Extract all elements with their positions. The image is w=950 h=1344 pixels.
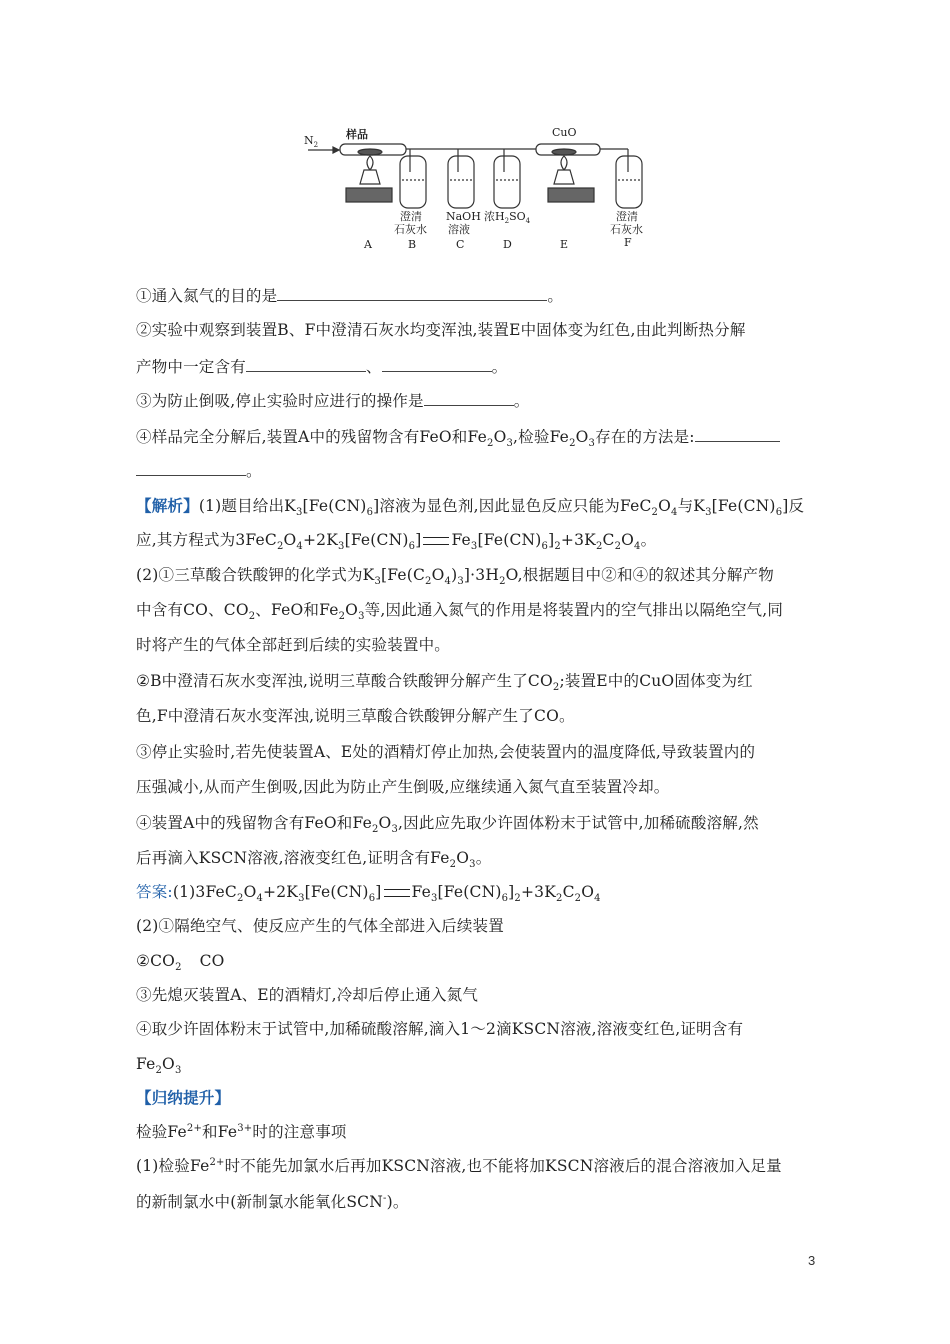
- letter-c: C: [456, 238, 465, 251]
- question-3: ③为防止倒吸,停止实验时应进行的操作是 。: [136, 392, 530, 410]
- analysis-line-4: 中含有CO、$CO_2$、FeO和$Fe_2O_3$等,因此通入氮气的作用是将装置内的空气排出以隔绝空气,同: [136, 601, 784, 623]
- analysis-line-11: 后再滴入KSCN溶液,溶液变红色,证明含有$Fe_2O_3$。: [136, 849, 492, 871]
- answer-tag: 答案:: [136, 883, 173, 901]
- bottle-f: [616, 149, 642, 208]
- summary-line-2: (1)检验$Fe^{2+}$时不能先加氯水后再加KSCN溶液,也不能将加KSCN溶液后的混合溶液加入足量: [136, 1156, 782, 1175]
- bottle-f-label-2: 石灰水: [610, 223, 643, 236]
- summary-line-1: 检验$Fe^{2+}$和$Fe^{3+}$时的注意事项: [136, 1122, 347, 1141]
- analysis-line-8: ③停止实验时,若先使装置A、E处的酒精灯停止加热,会使装置内的温度降低,导致装置内的: [136, 743, 756, 761]
- equals-sign: [423, 537, 449, 545]
- answer-line-3: $②CO_2$ CO: [136, 952, 225, 974]
- summary-tag: 【归纳提升】: [136, 1088, 231, 1107]
- bottle-c-label-2: 溶液: [448, 223, 470, 236]
- question-2-line-2: 产物中一定含有 、 。: [136, 358, 508, 376]
- answer-line-2: (2)①隔绝空气、使反应产生的气体全部进入后续装置: [136, 917, 504, 935]
- n2-label: $N_2$: [304, 134, 319, 149]
- question-2-line-1: ②实验中观察到装置B、F中澄清石灰水均变浑浊,装置E中固体变为红色,由此判断热分解: [136, 321, 746, 339]
- question-4-line-2: 。: [136, 461, 262, 481]
- answer-blank[interactable]: [695, 427, 780, 442]
- analysis-line-10: ④装置A中的残留物含有FeO和$Fe_2O_3$,因此应先取少许固体粉末于试管中,加稀硫酸溶解,然: [136, 814, 759, 836]
- answer-line-6: $Fe_2O_3$: [136, 1055, 182, 1077]
- analysis-line-3: (2)①三草酸合铁酸钾的化学式为$K_3[Fe(C_2O_4)_3]\cdot 3H_2O$,根据题目中②和④的叙述其分解产物: [136, 566, 774, 588]
- question-4-line-1: ④样品完全分解后,装置A中的残留物含有FeO和$Fe_2O_3$,检验$Fe_2O_3$存在的方法是:: [136, 427, 780, 447]
- analysis-line-6: ②B中澄清石灰水变浑浊,说明三草酸合铁酸钾分解产生了$CO_2$;装置E中的CuO固体变为红: [136, 672, 753, 694]
- burner-a: [346, 156, 392, 202]
- bottle-f-label-1: 澄清: [616, 210, 638, 223]
- bottle-d-label: 浓$H_2SO_4$: [484, 210, 531, 225]
- bottle-b-label-2: 石灰水: [394, 223, 427, 236]
- answer-blank[interactable]: [382, 357, 492, 372]
- answer-line-1: 答案$:(1)3FeC_2O_4+2K_3[Fe(CN)_6]$ $Fe_3[Fe(CN)_6]_2+3K_2C_2O_4$: [136, 883, 601, 905]
- page-number: 3: [808, 1253, 816, 1268]
- letter-a: A: [364, 238, 372, 251]
- bottle-b-label-1: 澄清: [400, 210, 422, 223]
- letter-d: D: [503, 238, 512, 251]
- answer-blank[interactable]: [246, 357, 366, 372]
- analysis-line-7: 色,F中澄清石灰水变浑浊,说明三草酸合铁酸钾分解产生了CO。: [136, 707, 575, 725]
- apparatus-diagram: [298, 122, 658, 254]
- letter-b: B: [408, 238, 417, 251]
- sample-label: 样品: [346, 128, 368, 141]
- answer-line-4: ③先熄灭装置A、E的酒精灯,冷却后停止通入氮气: [136, 986, 479, 1004]
- analysis-line-2: 应,其方程式为$3FeC_2O_4+2K_3[Fe(CN)_6]$ $Fe_3[Fe(CN)_6]_2+3K_2C_2O_4$。: [136, 531, 657, 553]
- cuo-label: CuO: [552, 126, 577, 139]
- bottle-b: [400, 149, 426, 208]
- analysis-line-1: 【解析】(1)题目给出$K_3[Fe(CN)_6]$溶液为显色剂,因此显色反应只能为$FeC_2O_4$与$K_3[Fe(CN)_6]$反: [136, 496, 805, 519]
- burner-e: [548, 156, 594, 202]
- summary-line-3: 的新制氯水中(新制氯水能氧化SCN-)。: [136, 1192, 409, 1211]
- answer-line-5: ④取少许固体粉末于试管中,加稀硫酸溶解,滴入1～2滴KSCN溶液,溶液变红色,证明含有: [136, 1020, 744, 1038]
- analysis-tag: 【解析】: [136, 496, 199, 515]
- bottle-c: [448, 149, 474, 208]
- answer-blank[interactable]: [136, 461, 246, 476]
- letter-f: F: [624, 236, 632, 249]
- letter-e: E: [560, 238, 569, 251]
- equals-sign: [384, 889, 410, 897]
- analysis-line-9: 压强减小,从而产生倒吸,因此为防止产生倒吸,应继续通入氮气直至装置冷却。: [136, 778, 670, 796]
- summary-heading: [136, 1088, 230, 1108]
- analysis-line-5: 时将产生的气体全部赶到后续的实验装置中。: [136, 636, 451, 654]
- bottle-d: [494, 149, 520, 208]
- answer-blank[interactable]: [424, 391, 514, 406]
- bottle-c-label-1: NaOH: [446, 210, 481, 223]
- answer-blank[interactable]: [277, 286, 547, 301]
- question-1: ①通入氮气的目的是 。: [136, 287, 564, 305]
